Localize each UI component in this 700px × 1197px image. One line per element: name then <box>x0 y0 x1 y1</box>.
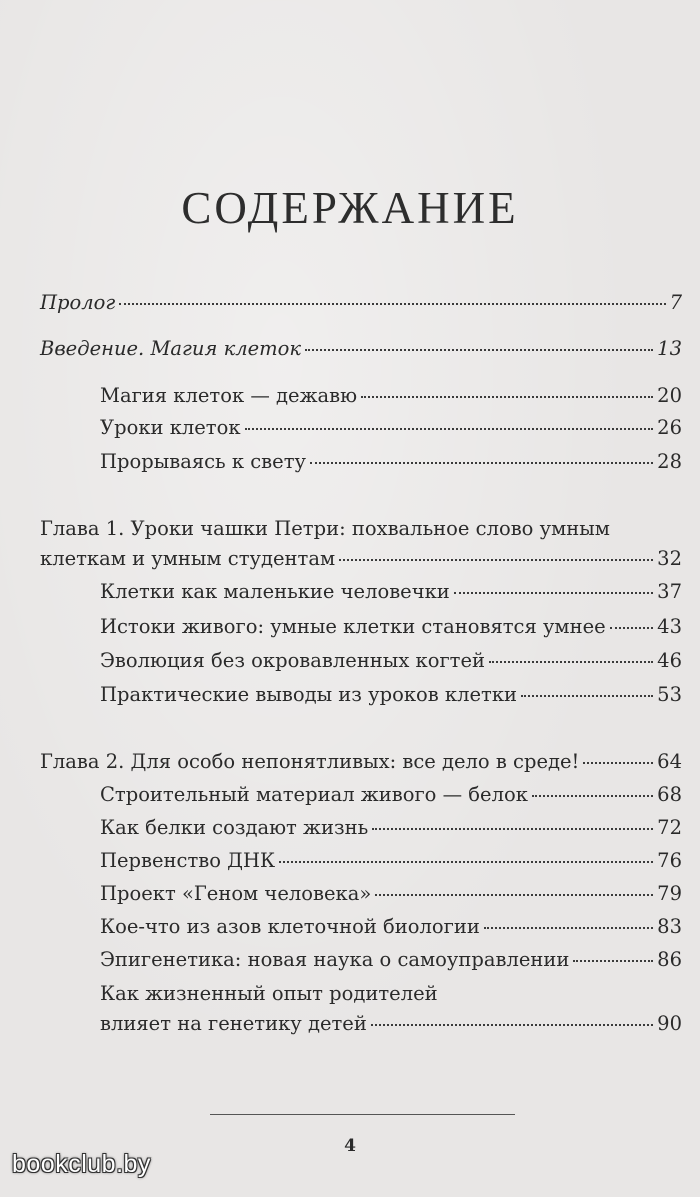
dot-leader <box>583 762 653 764</box>
toc-entry-title: Практические выводы из уроков клетки <box>100 683 518 706</box>
toc-page-number: 43 <box>657 615 682 638</box>
toc-entry-title: Введение. Магия клеток <box>40 337 302 360</box>
dot-leader <box>375 894 653 896</box>
toc-entry-title: Проект «Геном человека» <box>100 882 372 905</box>
dot-leader <box>521 695 653 697</box>
toc-page-number: 64 <box>657 750 682 773</box>
toc-entry-title: Клетки как маленькие человечки <box>100 580 450 603</box>
toc-entry-title: Пролог <box>40 291 116 314</box>
toc-subentry <box>100 680 682 710</box>
toc-page-number: 68 <box>657 783 682 806</box>
toc-page-number: 13 <box>657 337 682 360</box>
toc-entry-title: Истоки живого: умные клетки становятся умнее <box>100 615 606 638</box>
toc-subentry <box>100 813 682 843</box>
toc-page-number: 76 <box>657 849 682 872</box>
toc-subentry <box>100 413 682 443</box>
footer-rule <box>210 1114 515 1115</box>
toc-entry-title-line1: Как жизненный опыт родителей <box>100 982 438 1005</box>
toc-entry-title: Магия клеток — дежавю <box>100 384 358 407</box>
page-title: СОДЕРЖАНИЕ <box>181 183 519 233</box>
toc-entry-title: Прорываясь к свету <box>100 450 306 473</box>
toc-entry-title: Строительный материал живого — белок <box>100 783 528 806</box>
watermark: bookclub.by <box>12 1150 151 1178</box>
dot-leader <box>371 1024 653 1026</box>
dot-leader <box>339 559 653 561</box>
toc-page-number: 53 <box>657 683 682 706</box>
toc-entry-title: Кое-что из азов клеточной биологии <box>100 915 480 938</box>
dot-leader <box>489 661 653 663</box>
dot-leader <box>279 861 653 863</box>
toc-subentry <box>100 612 682 642</box>
toc-page-number: 20 <box>657 384 682 407</box>
toc-subentry <box>100 945 682 975</box>
toc-subentry <box>100 912 682 942</box>
dot-leader <box>532 795 653 797</box>
dot-leader <box>119 303 665 305</box>
dot-leader <box>361 396 653 398</box>
toc-entry-title: Как белки создают жизнь <box>100 816 369 839</box>
dot-leader <box>573 960 653 962</box>
toc-entry-title: клеткам и умным студентам <box>40 547 336 570</box>
toc-entry-title: Эволюция без окровавленных когтей <box>100 649 485 672</box>
toc-subentry <box>100 846 682 876</box>
toc-subentry <box>100 646 682 676</box>
toc-entry-title: Уроки клеток <box>100 416 241 439</box>
toc-entry-chapter-1 <box>40 514 682 574</box>
dot-leader <box>484 927 653 929</box>
toc-page-number: 28 <box>657 450 682 473</box>
toc-entry-chapter-2 <box>40 747 682 777</box>
toc-subentry <box>100 780 682 810</box>
dot-leader <box>372 828 653 830</box>
toc-entry-title: влияет на генетику детей <box>100 1012 367 1035</box>
dot-leader <box>610 627 653 629</box>
toc-entry-introduction <box>40 334 682 364</box>
toc-subentry <box>100 879 682 909</box>
toc-subentry <box>100 979 682 1039</box>
toc-page-number: 83 <box>657 915 682 938</box>
toc-page-number: 86 <box>657 948 682 971</box>
toc-page-number: 32 <box>657 547 682 570</box>
toc-page-number: 7 <box>669 291 682 314</box>
dot-leader <box>310 462 653 464</box>
toc-entry-title: Глава 2. Для особо непонятливых: все дело в среде! <box>40 750 580 773</box>
toc-subentry <box>100 381 682 411</box>
toc-subentry <box>100 577 682 607</box>
dot-leader <box>245 428 654 430</box>
toc-entry-title: Эпигенетика: новая наука о самоуправлении <box>100 948 570 971</box>
page-number: 4 <box>344 1136 356 1156</box>
dot-leader <box>454 592 653 594</box>
toc-entry-title: Первенство ДНК <box>100 849 276 872</box>
toc-page-number: 90 <box>657 1012 682 1035</box>
toc-page-number: 79 <box>657 882 682 905</box>
dot-leader <box>305 349 653 351</box>
toc-subentry <box>100 447 682 477</box>
toc-page-number: 72 <box>657 816 682 839</box>
toc-page-number: 37 <box>657 580 682 603</box>
toc-entry-title-line1: Глава 1. Уроки чашки Петри: похвальное слово умным <box>40 517 610 540</box>
toc-page-number: 46 <box>657 649 682 672</box>
toc-page-number: 26 <box>657 416 682 439</box>
toc-entry-prologue <box>40 288 682 318</box>
